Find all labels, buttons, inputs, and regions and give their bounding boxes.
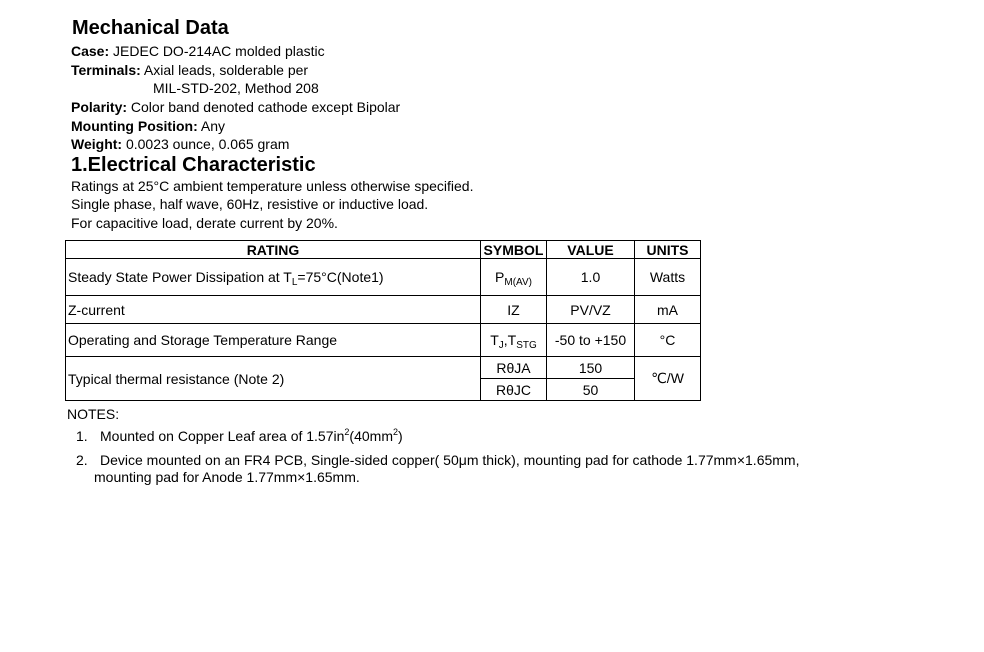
units-cell: Watts (635, 259, 701, 296)
rating-text: Steady State Power Dissipation at T (68, 269, 292, 285)
symbol-subscript: M(AV) (504, 277, 532, 288)
symbol-cell: RθJC (481, 379, 547, 401)
note-1-text-mid: (40mm (349, 428, 393, 444)
electrical-line-1: Ratings at 25°C ambient temperature unless otherwise specified. (71, 178, 474, 194)
terminals-label: Terminals: (71, 62, 141, 78)
value-cell: -50 to +150 (547, 324, 635, 357)
note-1-superscript-2: 2 (392, 427, 398, 437)
value-cell: 150 (547, 357, 635, 379)
value-cell: 1.0 (547, 259, 635, 296)
value-cell: 50 (547, 379, 635, 401)
polarity-line (71, 99, 400, 116)
case-line (71, 43, 325, 60)
terminals-line (71, 62, 308, 79)
table-header-row (66, 241, 701, 259)
header-rating: RATING (66, 241, 481, 259)
weight-value: 0.0023 ounce, 0.065 gram (122, 136, 290, 152)
units-cell: mA (635, 296, 701, 324)
weight-label: Weight: (71, 136, 123, 152)
notes-title: NOTES: (67, 406, 120, 422)
units-cell: ℃/W (635, 357, 701, 401)
polarity-label: Polarity: (71, 99, 128, 115)
rating-subscript: L (291, 277, 298, 288)
symbol-subscript-2: STG (516, 340, 537, 351)
case-value: JEDEC DO-214AC molded plastic (109, 43, 325, 59)
note-2 (76, 452, 799, 469)
note-2-text-line-1: Device mounted on an FR4 PCB, Single-sided copper( 50μm thick), mounting pad for cathode 1.77mm×1.65mm, (100, 452, 800, 468)
note-2-number: 2. (76, 452, 88, 468)
note-1-number: 1. (76, 428, 88, 444)
terminals-value: Axial leads, solderable per (140, 62, 309, 78)
symbol-text: P (495, 269, 505, 285)
terminals-value-continued: MIL-STD-202, Method 208 (153, 80, 319, 96)
mounting-label: Mounting Position: (71, 118, 198, 134)
rating-text-end: =75°C(Note1) (297, 269, 384, 285)
header-value: VALUE (547, 241, 635, 259)
electrical-line-3: For capacitive load, derate current by 20%. (71, 215, 338, 231)
symbol-cell (481, 324, 547, 357)
table-row (66, 259, 701, 296)
mounting-value: Any (197, 118, 225, 134)
rating-cell: Typical thermal resistance (Note 2) (66, 357, 481, 401)
table-row (66, 296, 701, 324)
weight-line (71, 136, 289, 153)
note-1-superscript: 2 (344, 427, 350, 437)
symbol-text-2: ,T (503, 332, 517, 348)
note-1-text: Mounted on Copper Leaf area of 1.57in (100, 428, 345, 444)
electrical-line-2: Single phase, half wave, 60Hz, resistive or inductive load. (71, 196, 429, 212)
header-symbol: SYMBOL (481, 241, 547, 259)
units-cell: °C (635, 324, 701, 357)
table-row (66, 357, 701, 379)
polarity-value: Color band denoted cathode except Bipolar (127, 99, 401, 115)
rating-cell: Operating and Storage Temperature Range (66, 324, 481, 357)
header-units: UNITS (635, 241, 701, 259)
symbol-subscript: J (498, 340, 504, 351)
electrical-title: 1.Electrical Characteristic (71, 154, 316, 176)
mounting-line (71, 118, 225, 135)
symbol-cell (481, 259, 547, 296)
table-row (66, 324, 701, 357)
note-1 (76, 428, 403, 445)
case-label: Case: (71, 43, 110, 59)
value-cell: PV/VZ (547, 296, 635, 324)
mechanical-data-title: Mechanical Data (72, 17, 229, 39)
rating-cell (66, 259, 481, 296)
symbol-cell: RθJA (481, 357, 547, 379)
note-1-text-end: ) (398, 428, 403, 444)
note-2-continued: mounting pad for Anode 1.77mm×1.65mm. (94, 469, 360, 485)
symbol-cell: IZ (481, 296, 547, 324)
rating-cell: Z-current (66, 296, 481, 324)
symbol-text: T (490, 332, 499, 348)
ratings-table (65, 240, 701, 401)
